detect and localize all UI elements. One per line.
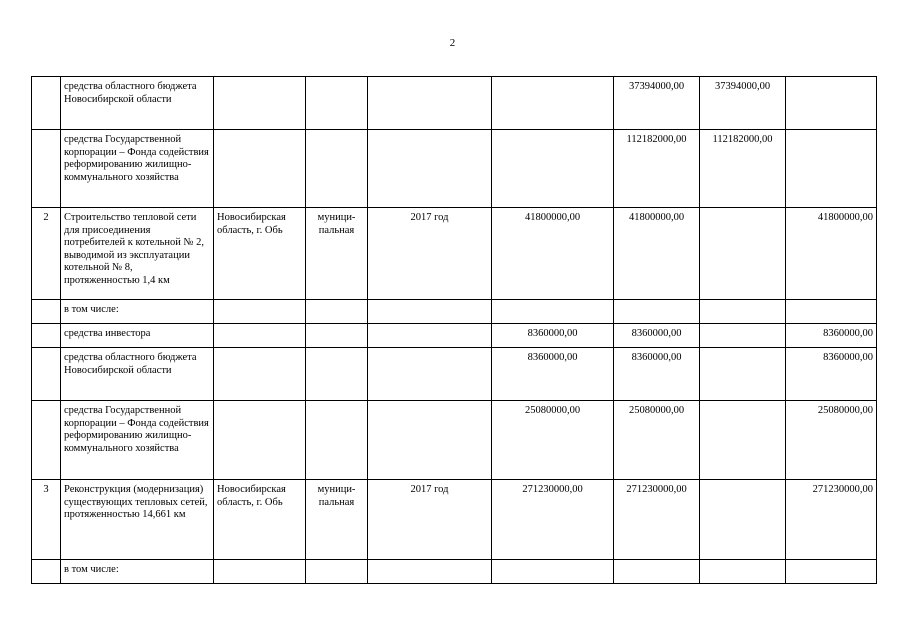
- row-total: [492, 130, 614, 208]
- row-ownership: [306, 300, 368, 324]
- row-value-1: 25080000,00: [614, 401, 700, 480]
- row-place: [214, 324, 306, 348]
- row-value-3: [786, 560, 877, 584]
- row-year: [368, 401, 492, 480]
- row-total: [492, 300, 614, 324]
- table-row: [32, 130, 877, 208]
- row-name: в том числе:: [61, 560, 214, 584]
- row-year: [368, 77, 492, 130]
- row-place: [214, 560, 306, 584]
- row-total: [492, 77, 614, 130]
- row-year: [368, 324, 492, 348]
- row-value-3: 8360000,00: [786, 324, 877, 348]
- row-name: Строительство тепловой сети для присоединения потребителей к котельной № 2, выводимой из эксплуатации котельной № 8, протяженностью 1,4 км: [61, 208, 214, 300]
- row-name: средства областного бюджета Новосибирской области: [61, 348, 214, 401]
- row-value-3: 41800000,00: [786, 208, 877, 300]
- row-value-3: [786, 130, 877, 208]
- row-ownership: [306, 348, 368, 401]
- row-total: 271230000,00: [492, 480, 614, 560]
- row-number: [32, 130, 61, 208]
- row-ownership: [306, 324, 368, 348]
- row-total: 25080000,00: [492, 401, 614, 480]
- table-row: [32, 300, 877, 324]
- row-number: [32, 77, 61, 130]
- row-number: [32, 348, 61, 401]
- row-year: 2017 год: [368, 208, 492, 300]
- row-value-1: 112182000,00: [614, 130, 700, 208]
- row-value-1: 8360000,00: [614, 324, 700, 348]
- row-value-1: 271230000,00: [614, 480, 700, 560]
- row-place: [214, 130, 306, 208]
- row-ownership: [306, 77, 368, 130]
- row-number: [32, 300, 61, 324]
- row-value-1: 8360000,00: [614, 348, 700, 401]
- row-year: [368, 560, 492, 584]
- row-number: [32, 324, 61, 348]
- row-place: Новосибирская область, г. Обь: [214, 208, 306, 300]
- row-value-2: [700, 324, 786, 348]
- row-value-2: 112182000,00: [700, 130, 786, 208]
- row-total: 8360000,00: [492, 348, 614, 401]
- row-name: в том числе:: [61, 300, 214, 324]
- row-year: [368, 348, 492, 401]
- page-number: 2: [449, 37, 456, 49]
- budget-table: [31, 76, 877, 584]
- row-value-2: [700, 560, 786, 584]
- row-place: [214, 348, 306, 401]
- table-row: [32, 560, 877, 584]
- row-place: Новосибирская область, г. Обь: [214, 480, 306, 560]
- row-total: 8360000,00: [492, 324, 614, 348]
- table-row: [32, 324, 877, 348]
- row-value-1: [614, 560, 700, 584]
- row-ownership: [306, 560, 368, 584]
- row-value-3: 25080000,00: [786, 401, 877, 480]
- row-name: средства Государственной корпорации – Фонда содействия реформированию жилищно-коммунального хозяйства: [61, 130, 214, 208]
- row-value-2: [700, 401, 786, 480]
- row-value-3: [786, 300, 877, 324]
- row-value-2: [700, 300, 786, 324]
- row-place: [214, 77, 306, 130]
- row-ownership: муници-пальная: [306, 480, 368, 560]
- row-year: 2017 год: [368, 480, 492, 560]
- row-value-2: [700, 208, 786, 300]
- row-value-2: 37394000,00: [700, 77, 786, 130]
- row-value-3: 271230000,00: [786, 480, 877, 560]
- row-total: 41800000,00: [492, 208, 614, 300]
- table-row: [32, 77, 877, 130]
- row-ownership: [306, 130, 368, 208]
- row-name: Реконструкция (модернизация) существующих тепловых сетей, протяженностью 14,661 км: [61, 480, 214, 560]
- table-row: [32, 208, 877, 300]
- row-number: [32, 401, 61, 480]
- row-ownership: [306, 401, 368, 480]
- row-number: [32, 560, 61, 584]
- table-row: [32, 401, 877, 480]
- table-row: [32, 348, 877, 401]
- row-place: [214, 401, 306, 480]
- row-total: [492, 560, 614, 584]
- row-value-1: [614, 300, 700, 324]
- row-value-3: [786, 77, 877, 130]
- row-year: [368, 130, 492, 208]
- row-name: средства областного бюджета Новосибирской области: [61, 77, 214, 130]
- table-row: [32, 480, 877, 560]
- row-number: 3: [32, 480, 61, 560]
- row-name: средства Государственной корпорации – Фонда содействия реформированию жилищно-коммунального хозяйства: [61, 401, 214, 480]
- row-ownership: муници-пальная: [306, 208, 368, 300]
- row-value-2: [700, 480, 786, 560]
- row-value-3: 8360000,00: [786, 348, 877, 401]
- row-value-2: [700, 348, 786, 401]
- row-year: [368, 300, 492, 324]
- row-number: 2: [32, 208, 61, 300]
- row-value-1: 41800000,00: [614, 208, 700, 300]
- row-value-1: 37394000,00: [614, 77, 700, 130]
- row-place: [214, 300, 306, 324]
- row-name: средства инвестора: [61, 324, 214, 348]
